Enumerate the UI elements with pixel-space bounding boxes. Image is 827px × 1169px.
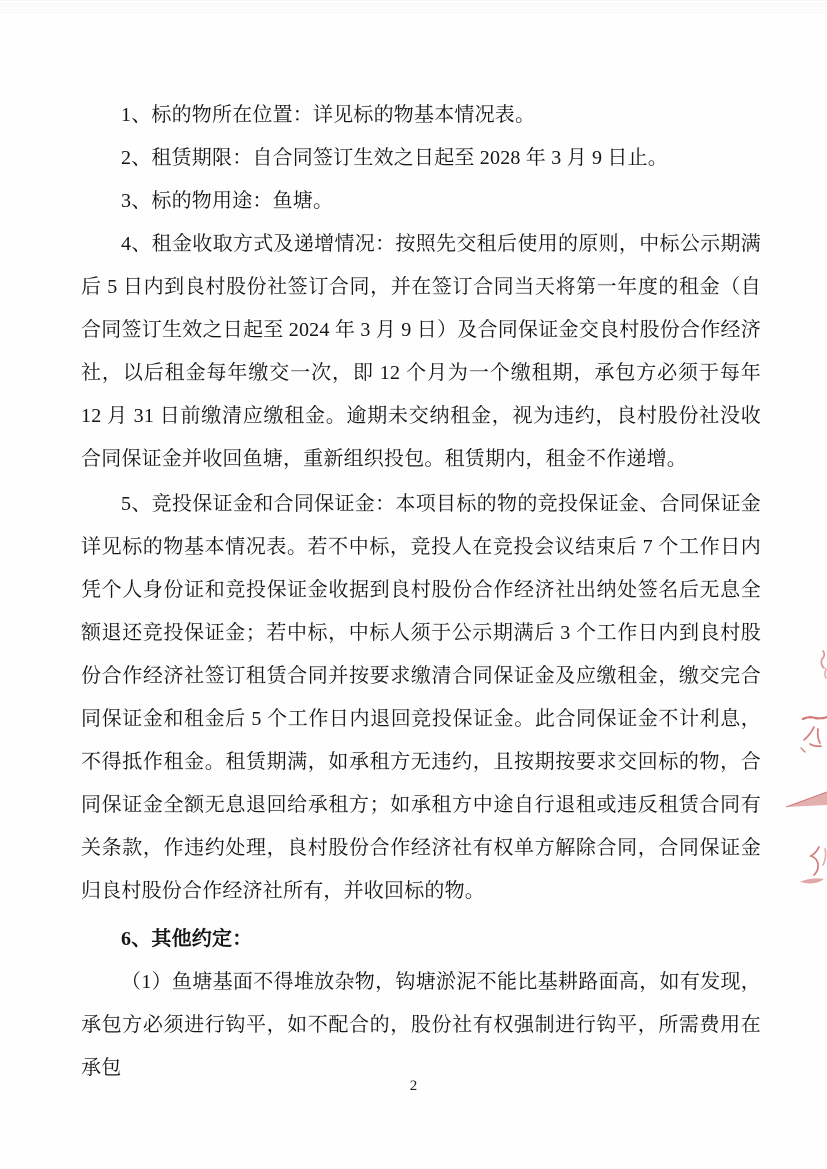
clause-1-location: 1、标的物所在位置：详见标的物基本情况表。 [121, 104, 536, 126]
clause-3-usage: 3、标的物用途：鱼塘。 [121, 190, 334, 212]
clause-5-deposits: 5、竞投保证金和合同保证金：本项目标的物的竞投保证金、合同保证金详见标的物基本情况表。若不中标，竞投人在竞投会议结束后 7 个工作日内凭个人身份证和竞投保证金收据到良村股份合作经济社出纳处签名后无息全额退还竞投保证金；若中标，中标人须于公示期满后 3 个工作日内到良村股份合作经济社签订租赁合同并按要求缴清合同保证金及应缴租金，缴交完合同保证金和租金后 5 个工作日内退回竞投保证金。此合同保证金不计利息，不得抵作租金。租赁期满，如承租方无违约，且按期按要求交回标的物，合同保证金全额无息退回给承租方；如承租方中途自行退租或违反租赁合同有关条款，作违约处理，良村股份合作经济社有权单方解除合同，合同保证金归良村股份合作经济社所有，并收回标的物。 [81, 493, 761, 902]
red-seal-fragment-icon [777, 635, 827, 915]
clause-2-lease-term: 2、租赁期限：自合同签订生效之日起至 2028 年 3 月 9 日止。 [121, 147, 668, 169]
document-body [81, 94, 761, 1090]
clause-6-heading: 6、其他约定： [121, 928, 253, 950]
scan-noise-band [0, 0, 827, 14]
clause-4-rent-payment: 4、租金收取方式及递增情况：按照先交租后使用的原则，中标公示期满后 5 日内到良村股份社签订合同，并在签订合同当天将第一年度的租金（自合同签订生效之日起至 2024 年 3 月 9 日）及合同保证金交良村股份合作经济社，以后租金每年缴交一次，即 12 个月为一个缴租期，承包方必须于每年 12 月 31 日前缴清应缴租金。逾期未交纳租金，视为违约，良村股份社没收合同保证金并收回鱼塘，重新组织投包。租赁期内，租金不作递增。 [81, 233, 761, 470]
page-number: 2 [409, 1078, 418, 1094]
clause-6-item-1: （1）鱼塘基面不得堆放杂物，钩塘淤泥不能比基耕路面高，如有发现，承包方必须进行钩平，如不配合的，股份社有权强制进行钩平，所需费用在承包 [81, 971, 761, 1079]
